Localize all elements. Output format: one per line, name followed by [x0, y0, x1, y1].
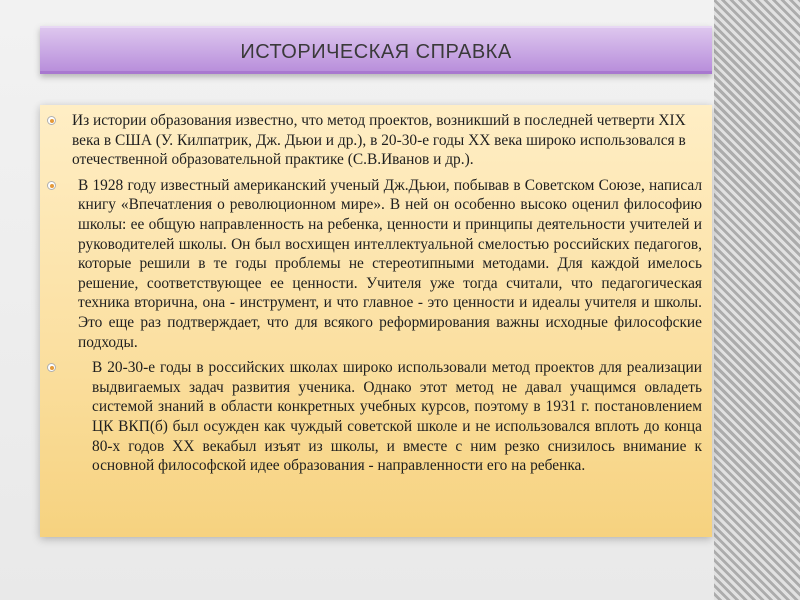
circle-bullet-icon — [47, 363, 61, 372]
list-item — [47, 111, 702, 170]
list-item — [47, 176, 702, 352]
paragraph-text: Из истории образования известно, что метод проектов, возникший в последней четверти XIX века в США (У. Килпатрик, Дж. Дьюи и др.), в 20-30-е годы XX века широко использовался в отечественной образовательной практике (С.В.Иванов и др.). — [72, 112, 686, 169]
paragraph-text: В 20-30-е годы в российских школах широко использовали метод проектов для реализации выдвигаемых задач развития ученика. Однако этот метод не давал учащимся овладеть системой знаний в области конкретных учебных курсов, поэтому в 1931 г. постановлением ЦК ВКП(б) был осужден как чуждый советской школе и не использовался вплоть до конца 80-х годов XX векабыл изъят из школы, и вместе с ним резко снизилось внимание к основной философской идее образования - направленности его на ребенка. — [92, 359, 702, 475]
circle-bullet-icon — [47, 116, 61, 125]
decorative-stripe — [714, 0, 800, 600]
paragraph-text: В 1928 году известный американский ученый Дж.Дьюи, побывав в Советском Союзе, написал книгу «Впечатления о революционном мире». В ней он особенно высоко оценил философию школы: ее общую направленность на ребенка, ценности и принципы деятельности учителей и руководителей школы. Он был восхищен интеллектуальной смелостью российских педагогов, которые решили в те годы проблемы не стереотипными методами. Для каждой имелось решение, соответствующее ее ценности. Учителя уже тогда считали, что педагогическая техника вторична, она - инструмент, и что главное - это ценности и идеалы учителя и школы. Это еще раз подтверждает, что для всякого реформирования важны исходные философские подходы. — [78, 176, 702, 351]
circle-bullet-icon — [47, 181, 61, 190]
slide-title: ИСТОРИЧЕСКАЯ СПРАВКА — [240, 41, 512, 63]
list-item — [47, 358, 702, 476]
title-banner — [40, 26, 712, 74]
content-box — [40, 105, 712, 537]
